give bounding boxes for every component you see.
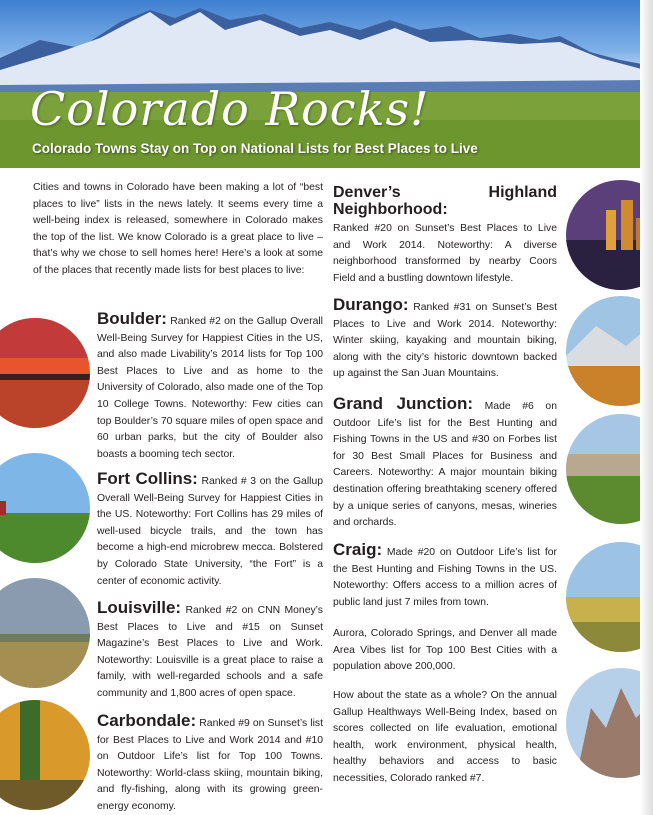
- page-title: Colorado Rocks!: [30, 82, 430, 136]
- carbondale-text: Ranked #9 on Sunset’s list for Best Places to Live and Work 2014 and #10 on Outdoor Life’s list for Top 100 Towns. Noteworthy: World-class skiing, mountain biking, and fly-fishing, along with its growing green-energy economy.: [97, 718, 324, 812]
- louisville-field-image: [0, 578, 90, 688]
- louisville-heading: Louisville:: [97, 598, 182, 617]
- denver-heading: Denver’s Highland Neighborhood: [333, 184, 557, 218]
- carbondale-aspen-image: [0, 700, 90, 810]
- denver-text: Ranked #20 on Sunset’s Best Places to Live and Work 2014. Noteworthy: A diverse neighborhood transformed by nearby Coors Field and a bustling downtown lifestyle.: [333, 223, 557, 284]
- boulder-entry: [97, 311, 323, 463]
- grand-junction-heading: Grand Junction:: [333, 394, 474, 413]
- louisville-text: Ranked #2 on CNN Money’s Best Places to Live and #15 on Sunset Magazine’s Best Places to Live and Work. Noteworthy: Louisville is a great place to raise a family, with well-regarded schools and a safe community and 1,800 acres of open space.: [97, 605, 324, 699]
- denver-heading-colon: :: [442, 201, 448, 218]
- boulder-text: Ranked #2 on the Gallup Overall Well-Being Survey for Happiest Cities in the US, and also made Livability’s 2014 lists for Top 100 Best Places to Live and as home to the University of Colorado, also made one of the Top 10 College Towns. Noteworthy: Few cities can top Boulder’s 70 square miles of open space and 60 urban parks, but the city of Boulder also boasts a booming tech sector.: [97, 316, 323, 460]
- fort-collins-text: Ranked # 3 on the Gallup Overall Well-Being Survey for Happiest Cities in the US. Noteworthy: Fort Collins has 29 miles of well-used bicycle trails, and the town has become a high-end microbrew mecca. Bolstered by Colorado State University, “the Fort” is a center of economic activity.: [97, 476, 323, 587]
- louisville-entry: [97, 600, 323, 703]
- carbondale-entry: [97, 713, 323, 815]
- craig-entry: [333, 542, 557, 611]
- page-edge-shadow: [640, 0, 653, 815]
- grand-junction-entry: [333, 396, 557, 532]
- page-subtitle: Colorado Towns Stay on Top on National Lists for Best Places to Live: [32, 141, 478, 156]
- intro-paragraph: Cities and towns in Colorado have been making a lot of “best places to live” lists in the news lately. It seems every time a well-being index is released, somewhere in Colorado makes the top of the list. We know Colorado is a great place to live – that’s why we chose to sell homes here! Here’s a look at some of the places that recently made lists for best places to live:: [33, 182, 323, 276]
- craig-heading: Craig:: [333, 540, 383, 559]
- state-paragraph: How about the state as a whole? On the annual Gallup Healthways Well-Being Index, based on scores collected on life evaluation, emotional health, work environment, physical health, healthy behaviors and access to basic necessities, Colorado ranked #7.: [333, 690, 557, 784]
- aurora-paragraph: Aurora, Colorado Springs, and Denver all made Area Vibes list for Top 100 Best Cities with a population above 200,000.: [333, 628, 557, 673]
- durango-text: Ranked #31 on Sunset’s Best Places to Live and Work 2014. Noteworthy: Winter skiing, kayaking and mountain biking, along with the city’s historic downtown backed up against the San Juan Mountains.: [333, 302, 557, 380]
- fort-collins-entry: [97, 471, 323, 590]
- denver-entry: [333, 184, 557, 287]
- header-banner: [0, 0, 653, 168]
- grand-junction-text: Made #6 on Outdoor Life’s list for the Best Hunting and Fishing Towns in the US and #30 on Forbes list for 30 Best Small Places for Business and Careers. Noteworthy: A major mountain biking destination offering breathtaking scenery offered by a unique series of canyons, mesas, wineries and orchards.: [333, 401, 557, 529]
- boulder-heading: Boulder:: [97, 309, 167, 328]
- carbondale-heading: Carbondale:: [97, 711, 197, 730]
- fort-collins-farm-image: [0, 453, 90, 563]
- craig-text: Made #20 on Outdoor Life’s list for the Best Hunting and Fishing Towns in the US. Noteworthy: Offers access to a million acres of public land just 7 miles from town.: [333, 547, 557, 608]
- boulder-sunset-image: [0, 318, 90, 428]
- fort-collins-heading: Fort Collins:: [97, 469, 198, 488]
- durango-heading: Durango:: [333, 295, 409, 314]
- durango-entry: [333, 297, 557, 383]
